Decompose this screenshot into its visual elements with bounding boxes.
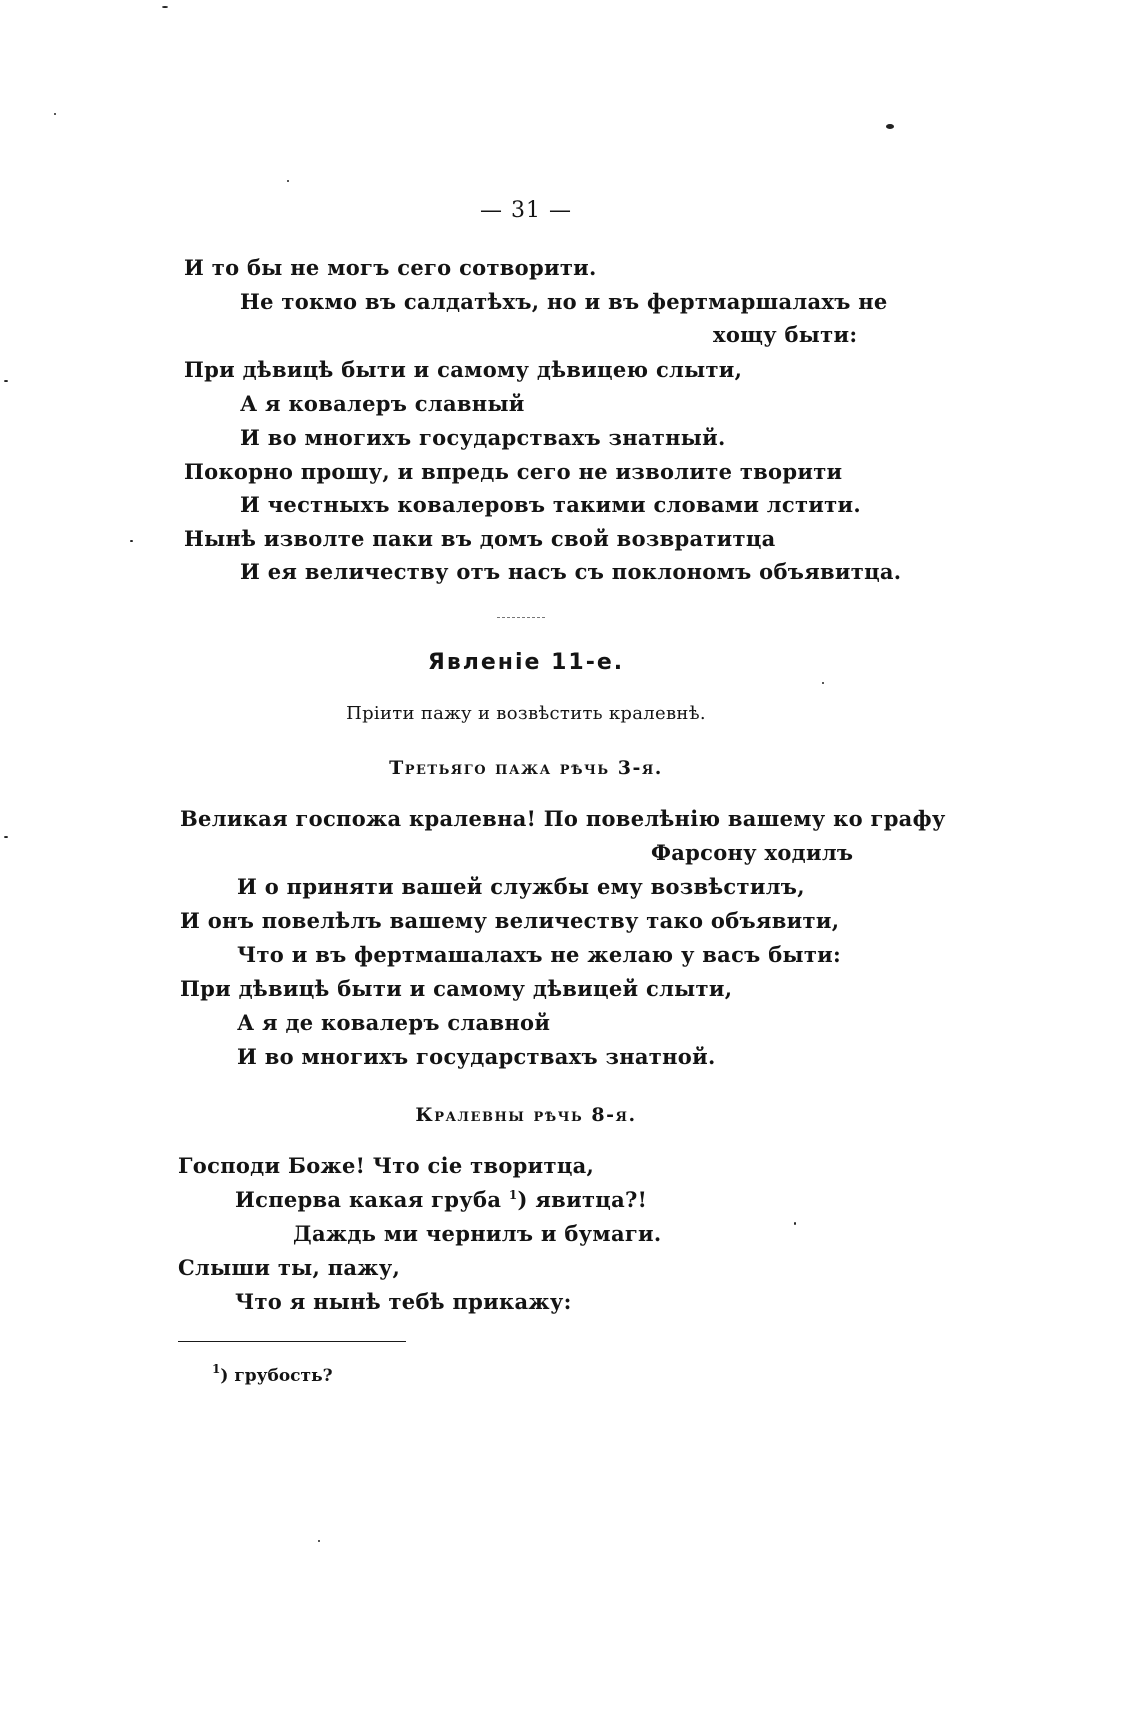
page-number: — 31 — xyxy=(480,198,572,223)
scan-speck xyxy=(287,180,289,182)
verse-line: И во многихъ государствахъ знатный. xyxy=(240,425,726,450)
scene-title: Явленіе 11-е. xyxy=(427,650,625,675)
verse-line: И честныхъ ковалеровъ такими словами лстити. xyxy=(240,492,861,517)
speech-line: А я де ковалеръ славной xyxy=(237,1010,551,1035)
scan-speck xyxy=(886,124,894,129)
scan-speck xyxy=(130,540,133,542)
speech-heading: Кралевны рѣчь 8-я. xyxy=(415,1104,637,1126)
speech-line: Фарсону ходилъ xyxy=(651,840,854,865)
scan-speck xyxy=(4,836,8,838)
speech-line xyxy=(235,1186,647,1214)
verse-line: Покорно прошу, и впредь сего не изволите творити xyxy=(184,459,843,484)
verse-line: Не токмо въ салдатѣхъ, но и въ фертмаршалахъ не xyxy=(240,289,888,314)
speech-line: И о приняти вашей службы ему возвѣстилъ, xyxy=(237,874,805,899)
verse-line: А я ковалеръ славный xyxy=(240,391,525,416)
footnote-rule xyxy=(178,1341,406,1342)
speech-line: Великая госпожа кралевна! По повелѣнію вашему ко графу xyxy=(180,806,946,831)
speech-line: Даждь ми чернилъ и бумаги. xyxy=(293,1221,662,1246)
scan-speck xyxy=(794,1222,796,1225)
footnote-marker: 1 xyxy=(508,1188,518,1202)
speech-line: И онъ повелѣлъ вашему величеству тако объявити, xyxy=(180,908,840,933)
scan-speck xyxy=(54,113,56,115)
scan-speck xyxy=(822,682,824,684)
scan-speck xyxy=(4,380,8,382)
speech-line: И во многихъ государствахъ знатной. xyxy=(237,1044,716,1069)
speech-text: ) явитца?! xyxy=(517,1187,648,1212)
stage-direction: Пріити пажу и возвѣстить кралевнѣ. xyxy=(346,703,706,724)
verse-line: И то бы не могъ сего сотворити. xyxy=(184,255,597,280)
scan-speck xyxy=(318,1540,320,1542)
speech-text: Исперва какая груба xyxy=(235,1187,502,1212)
scan-speck xyxy=(162,6,168,8)
speech-line: Господи Боже! Что сіе творитца, xyxy=(178,1153,595,1178)
verse-line: Нынѣ изволте паки въ домъ свой возвратитца xyxy=(184,526,776,551)
verse-line: И ея величеству отъ насъ съ поклономъ объявитца. xyxy=(240,559,902,584)
speech-heading: Третьяго пажа рѣчь 3-я. xyxy=(389,757,663,779)
speech-line: Слыши ты, пажу, xyxy=(178,1255,401,1280)
speech-line: Что я нынѣ тебѣ прикажу: xyxy=(235,1289,572,1314)
footnote xyxy=(212,1362,333,1386)
footnote-marker: 1 xyxy=(212,1362,221,1376)
footnote-text: ) грубость? xyxy=(220,1366,333,1386)
verse-line: хощу быти: xyxy=(713,322,858,347)
speech-line: При дѣвицѣ быти и самому дѣвицей слыти, xyxy=(180,976,733,1001)
speech-line: Что и въ фертмашалахъ не желаю у васъ быти: xyxy=(237,942,842,967)
verse-line: При дѣвицѣ быти и самому дѣвицею слыти, xyxy=(184,357,743,382)
section-divider xyxy=(497,617,545,618)
